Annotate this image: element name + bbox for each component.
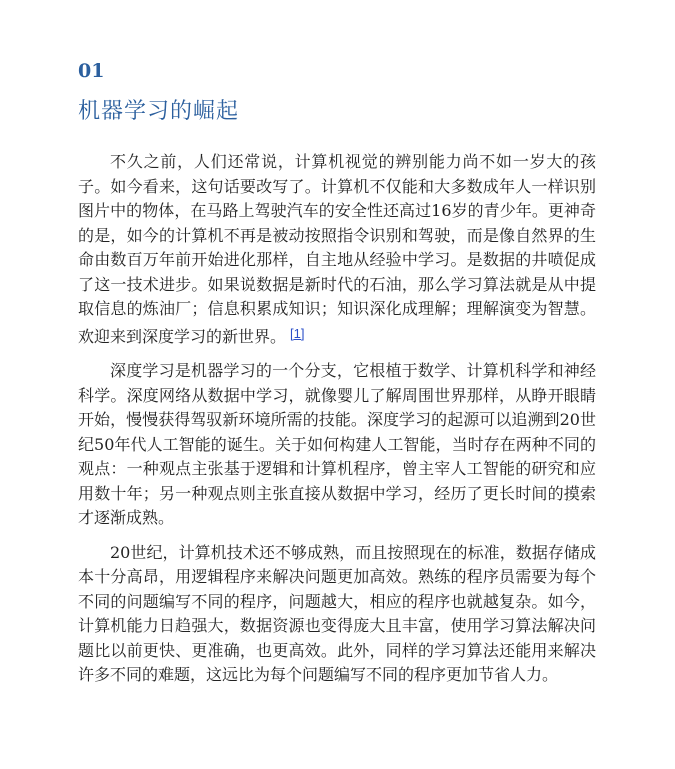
chapter-body <box>78 150 596 698</box>
paragraph-2: 深度学习是机器学习的一个分支，它根植于数学、计算机科学和神经科学。深度网络从数据中学习，就像婴儿了解周围世界那样，从睁开眼睛开始，慢慢获得驾驭新环境所需的技能。深度学习的起源可以追溯到20世纪50年代人工智能的诞生。关于如何构建人工智能，当时存在两种不同的观点：一种观点主张基于逻辑和计算机程序，曾主宰人工智能的研究和应用数十年；另一种观点则主张直接从数据中学习，经历了更长时间的摸索才逐渐成熟。 <box>78 361 596 527</box>
chapter-number: 01 <box>78 60 105 82</box>
paragraph-3: 20世纪，计算机技术还不够成熟，而且按照现在的标准，数据存储成本十分高昂，用逻辑程序来解决问题更加高效。熟练的程序员需要为每个不同的问题编写不同的程序，问题越大，相应的程序也就越复杂。如今，计算机能力日趋强大，数据资源也变得庞大且丰富，使用学习算法解决问题比以前更快、更准确，也更高效。此外，同样的学习算法还能用来解决许多不同的难题，这远比为每个问题编写不同的程序更加节省人力。 <box>78 542 596 684</box>
chapter-title: 机器学习的崛起 <box>78 99 240 124</box>
paragraph-1 <box>78 150 596 349</box>
paragraph-1-text: 不久之前，人们还常说，计算机视觉的辨别能力尚不如一岁大的孩子。如今看来，这句话要改写了。计算机不仅能和大多数成年人一样识别图片中的物体，在马路上驾驶汽车的安全性还高过16岁的青少年。更神奇的是，如今的计算机不再是被动按照指令识别和驾驶，而是像自然界的生命由数百万年前开始进化那样，自主地从经验中学习。是数据的井喷促成了这一技术进步。如果说数据是新时代的石油，那么学习算法就是从中提取信息的炼油厂；信息积累成知识；知识深化成理解；理解演变为智慧。欢迎来到深度学习的新世界。 <box>78 152 596 346</box>
footnote-link[interactable]: [1] <box>290 325 305 341</box>
